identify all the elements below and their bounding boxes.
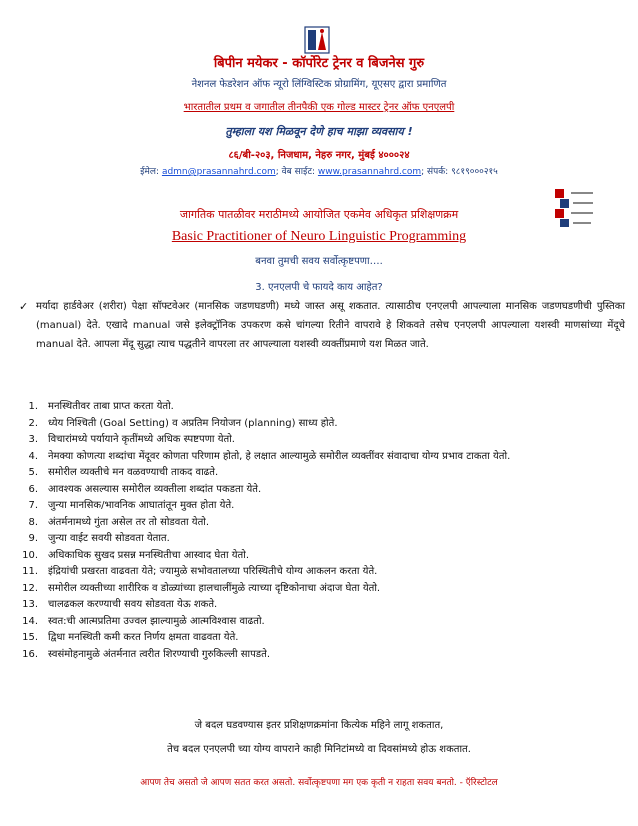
footer-quote: आपण तेच असतो जे आपण सतत करत असतो. सर्वोत्कृष्टपणा मग एक कृती न राहता सवय बनतो. - ऍरिस्टोटल bbox=[140, 778, 498, 788]
list-item-number: 11. bbox=[22, 566, 38, 577]
intro-paragraph-block bbox=[20, 297, 625, 354]
list-item-number: 12. bbox=[22, 582, 38, 594]
list-item-text: जुन्या वाईट सवयी सोडवता येतात. bbox=[48, 533, 170, 544]
list-item bbox=[22, 630, 622, 647]
list-item-text: जुन्या मानसिक/भावनिक आघातांतून मुक्त होता येते. bbox=[48, 500, 235, 511]
list-item-text: समोरील व्यक्तीचे मन वळवण्याची ताकद वाढते. bbox=[48, 467, 219, 478]
motto: बनवा तुमची सवय सर्वोत्कृष्टपणा…. bbox=[255, 256, 383, 267]
list-item-text: ध्येय निश्चिती (Goal Setting) व अप्रतिम नियोजन (planning) साध्य होते. bbox=[48, 417, 338, 429]
list-item-number: 7. bbox=[28, 500, 38, 511]
list-item bbox=[22, 416, 622, 433]
list-item bbox=[22, 399, 622, 416]
list-item bbox=[22, 581, 622, 598]
list-item bbox=[22, 548, 622, 565]
list-item bbox=[22, 482, 622, 499]
list-item bbox=[22, 647, 622, 664]
address: ८६/बी-२०३, निजधाम, नेहरु नगर, मुंबई ४०००२४ bbox=[228, 150, 410, 161]
list-item-number: 6. bbox=[28, 483, 38, 495]
list-item-text: स्वत:ची आत्मप्रतिमा उज्वल झाल्यामुळे आत्मविश्वास वाढतो. bbox=[48, 615, 265, 627]
list-item bbox=[22, 597, 622, 614]
email-link[interactable]: admn@prasannahrd.com bbox=[161, 167, 276, 177]
list-item bbox=[22, 465, 622, 482]
list-item-text: स्वसंमोहनामुळे अंतर्मनात त्वरीत शिरण्याची गुरुकिल्ली सापडते. bbox=[48, 648, 271, 660]
list-item-text: समोरील व्यक्तीच्या शारीरिक व डोळ्यांच्या हालचालींमुळे त्याच्या दृष्टिकोनाचा अंदाज घेता येतो. bbox=[48, 582, 381, 594]
phone-number: ९८१९०००२१५ bbox=[451, 167, 498, 177]
section-heading: 3. एनएलपी चे फायदे काय आहेत? bbox=[255, 282, 383, 293]
list-item-text: विचारांमध्ये पर्यायाने कृतींमध्ये अधिक स्पष्टपणा येतो. bbox=[48, 434, 235, 445]
closing-line-2: तेच बदल एनएलपी च्या योग्य वापराने काही मिनिटांमध्ये वा दिवसांमध्ये होऊ शकतात. bbox=[167, 744, 471, 755]
list-item-number: 8. bbox=[28, 516, 38, 528]
page-title: बिपीन मयेकर - कॉर्पोरेट ट्रेनर व बिजनेस गुरु bbox=[213, 56, 425, 71]
phone-label: संपर्क: bbox=[427, 167, 449, 177]
course-banner: जागतिक पातळीवर मराठीमध्ये आयोजित एकमेव अधिकृत प्रशिक्षणक्रम bbox=[179, 208, 459, 221]
website-link[interactable]: www.prasannahrd.com bbox=[317, 167, 422, 177]
list-item-number: 3. bbox=[28, 434, 38, 445]
company-logo-icon bbox=[304, 26, 330, 54]
closing-line-1: जे बदल घडवण्यास इतर प्रशिक्षणक्रमांना कित्येक महिने लागू शकतात, bbox=[194, 720, 444, 731]
list-item bbox=[22, 515, 622, 532]
website-label: वेब साईट: bbox=[281, 167, 316, 177]
list-item-number: 4. bbox=[28, 450, 38, 462]
list-item-text: द्विधा मनस्थिती कमी करत निर्णय क्षमता वाढवता येते. bbox=[48, 632, 239, 643]
certification-line: नेशनल फेडरेशन ऑफ न्यूरो लिंग्विस्टिक प्रोग्रामिंग, यूएसए द्वारा प्रमाणित bbox=[191, 79, 447, 90]
list-item-number: 5. bbox=[28, 467, 38, 478]
list-item-text: चालढकल करण्याची सवय सोडवता येऊ शकते. bbox=[48, 599, 218, 610]
email-label: ईमेल: bbox=[140, 167, 160, 177]
list-item-number: 1. bbox=[28, 401, 38, 412]
list-item-number: 14. bbox=[22, 615, 38, 627]
list-item-text: इंद्रियांची प्रखरता वाढवता येते; ज्यामुळे सभोवतालच्या परिस्थितीचे योग्य आकलन करता येते. bbox=[48, 566, 378, 577]
list-item-text: नेमक्या कोणत्या शब्दांचा मेंदूवर कोणता परिणाम होतो, हे लक्षात आल्यामुळे समोरील व्यक्तींवर संवादाचा योग्य प्रभाव टाकता येतो. bbox=[48, 450, 511, 462]
list-item bbox=[22, 432, 622, 449]
list-item bbox=[22, 531, 622, 548]
list-item-text: मनस्थितीवर ताबा प्राप्त करता येतो. bbox=[48, 401, 174, 412]
benefits-list bbox=[22, 399, 622, 663]
list-item bbox=[22, 449, 622, 466]
tagline: तुम्हाला यश मिळवून देणे हाच माझा व्यवसाय ! bbox=[225, 125, 413, 138]
checkmark-icon: ✓ bbox=[19, 300, 29, 313]
list-item bbox=[22, 614, 622, 631]
list-item-number: 15. bbox=[22, 632, 38, 643]
achievement-line: भारतातील प्रथम व जगातील तीनपैकी एक गोल्ड मास्टर ट्रेनर ऑफ एनएलपी bbox=[183, 102, 455, 113]
list-item-number: 16. bbox=[22, 648, 38, 660]
list-item-text: आवश्यक असल्यास समोरील व्यक्तीला शब्दांत पकडता येते. bbox=[48, 483, 262, 495]
list-item-number: 10. bbox=[22, 549, 38, 561]
course-title: Basic Practitioner of Neuro Linguistic Programming bbox=[171, 229, 467, 244]
list-item-text: अधिकाधिक सुखद प्रसन्न मनस्थितीचा आस्वाद घेता येतो. bbox=[48, 549, 250, 561]
list-item-number: 2. bbox=[28, 417, 38, 429]
list-item-text: अंतर्मनामध्ये गुंता असेल तर तो सोडवता येतो. bbox=[48, 516, 210, 528]
list-item bbox=[22, 498, 622, 515]
list-item bbox=[22, 564, 622, 581]
intro-paragraph: मर्यादा हार्डवेअर (शरीरा) पेक्षा सॉफ्टवेअर (मानसिक जडणघडणी) मध्ये जास्त असू शकतात. त्यासाठीच एनएलपी आपल्याला मानसिक जडणघडणीची पुस्तिका (manual) देते. एखादे manual जसे इलेक्ट्रॉनिक उपकरण कसे चांगल्या रितीने वापरावे हे शिकवते तसेच एनएलपी आपल्याला यशस्वी माणसांच्या मेंदूचे manual देते. आपला मेंदू सुद्धा त्याच पद्धतीने वापरला तर आपल्याला यशस्वी व्यक्तींप्रमाणे यश मिळत जाते. bbox=[36, 301, 625, 350]
list-item-number: 9. bbox=[28, 533, 38, 544]
contact-line: ईमेल: admn@prasannahrd.com; वेब साईट: www.prasannahrd.com; संपर्क: ९८१९०००२१५ bbox=[140, 167, 498, 177]
list-item-number: 13. bbox=[22, 599, 38, 610]
